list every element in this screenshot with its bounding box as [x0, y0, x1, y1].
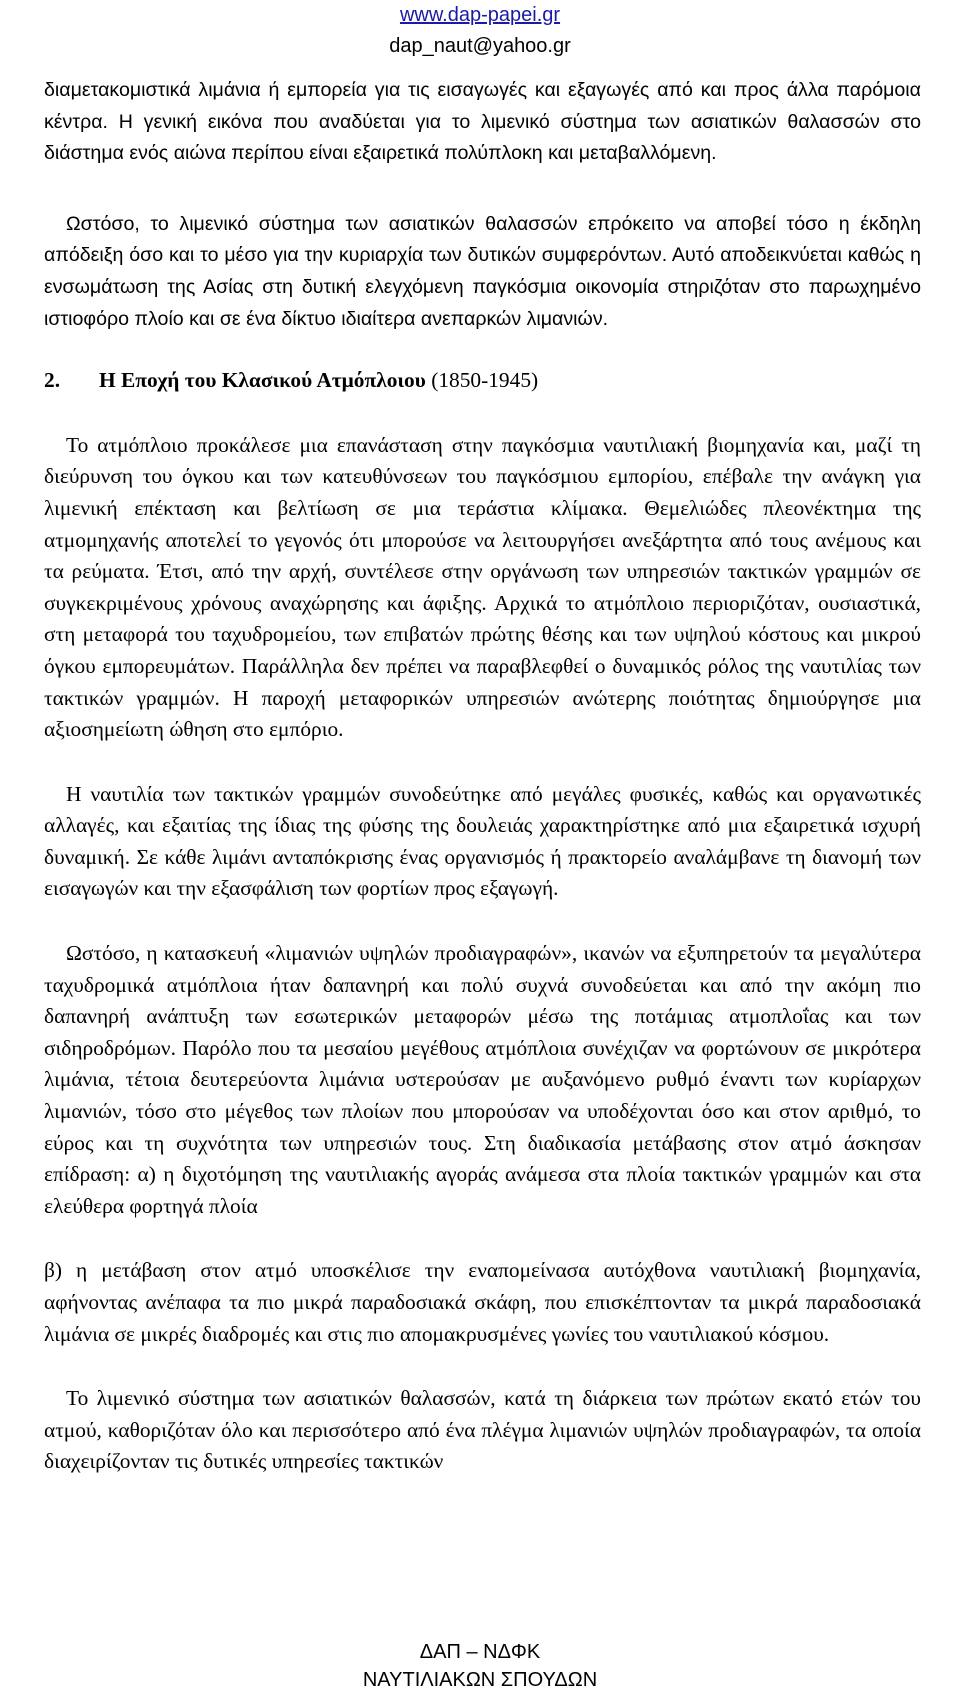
paragraph-5: Ωστόσο, η κατασκευή «λιμανιών υψηλών προδιαγραφών», ικανών να εξυπηρετούν τα μεγαλύτερα ταχυδρομικά ατμόπλοια ήταν δαπανηρή και πολύ συχνά συνοδεύεται και από την ακόμη πιο δαπανηρή ανάπτυξη των εσωτερικών μεταφορών μέσω της ποτάμιας ατμοπλοΐας και των σιδηροδρόμων. Παρόλο που τα μεσαίου μεγέθους ατμόπλοια συνέχιζαν να φορτώνουν σε μικρότερα λιμάνια, τέτοια δευτερεύοντα λιμάνια υστερούσαν με αυξανόμενο ρυθμό έναντι των κυρίαρχων λιμανιών, τόσο στο μέγεθος των πλοίων που μπορούσαν να υποδέχονται όσο και στον αριθμό, το εύρος και τη συχνότητα των υπηρεσιών τους. Στη διαδικασία μετάβασης στον ατμό άσκησαν επίδραση: α) η διχοτόμηση της ναυτιλιακής αγοράς ανάμεσα στα πλοία τακτικών γραμμών και στα ελεύθερα φορτηγά πλοία: [44, 941, 921, 1218]
paragraph-2: Ωστόσο, το λιμενικό σύστημα των ασιατικών θαλασσών επρόκειτο να αποβεί τόσο η έκδηλη απόδειξη όσο και το μέσο για την κυριαρχία των δυτικών συμφερόντων. Αυτό αποδεικνύεται καθώς η ενσωμάτωση της Ασίας στη δυτική ελεγχόμενη παγκόσμια οικονομία στηριζόταν στο παρωχημένο ιστιοφόρο πλοίο και σε ένα δίκτυο ιδιαίτερα ανεπαρκών λιμανιών.: [44, 212, 921, 330]
footer-line-1: ΔΑΠ – ΝΔΦΚ: [419, 1641, 541, 1663]
footer-line-2: ΝΑΥΤΙΛΙΑΚΩΝ ΣΠΟΥΔΩΝ: [362, 1669, 598, 1691]
paragraph-6: β) η μετάβαση στον ατμό υποσκέλισε την εναπομείνασα αυτόχθονα ναυτιλιακή βιομηχανία, αφήνοντας ανέπαφα τα πιο μικρά παραδοσιακά σκάφη, που επισκέπτονταν τα μικρά παραδοσιακά λιμάνια σε μικρές διαδρομές και στις πιο απομακρυσμένες γωνίες του ναυτιλιακού κόσμου.: [44, 1258, 921, 1346]
document-body: [44, 75, 921, 1478]
page-header: [0, 0, 960, 62]
paragraph-3: Το ατμόπλοιο προκάλεσε μια επανάσταση στην παγκόσμια ναυτιλιακή βιομηχανία και, μαζί τη διεύρυνση του όγκου και των κατευθύνσεων του παγκόσμιου εμπορίου, επέβαλε την ανάγκη για λιμενική επέκταση και βελτίωση σε μια τεράστια κλίμακα. Θεμελιώδες πλεονέκτημα της ατμομηχανής αποτελεί το γεγονός ότι μπορούσε να λειτουργήσει ανεξάρτητα από τους ανέμους και τα ρεύματα. Έτσι, από την αρχή, συντέλεσε στην οργάνωση των υπηρεσιών τακτικών γραμμών σε συγκεκριμένους χρόνους αναχώρησης και άφιξης. Αρχικά το ατμόπλοιο περιοριζόταν, ουσιαστικά, στη μεταφορά του ταχυδρομείου, των επιβατών πρώτης θέσης και των υψηλού κόστους και μικρού όγκου εμπορευμάτων. Παράλληλα δεν πρέπει να παραβλεφθεί ο δυναμικός ρόλος της ναυτιλίας των τακτικών γραμμών. Η παροχή μεταφορικών υπηρεσιών ανώτερης ποιότητας δημιούργησε μια αξιοσημείωτη ώθηση στο εμπόριο.: [44, 432, 921, 742]
paragraph-1: διαμετακομιστικά λιμάνια ή εμπορεία για τις εισαγωγές και εξαγωγές από και προς άλλα παρόμοια κέντρα. Η γενική εικόνα που αναδύεται για το λιμενικό σύστημα των ασιατικών θαλασσών στο διάστημα ενός αιώνα περίπου είναι εξαιρετικά πολύπλοκη και μεταβαλλόμενη.: [44, 79, 921, 165]
website-link[interactable]: www.dap-papei.gr: [399, 4, 561, 26]
paragraph-7: Το λιμενικό σύστημα των ασιατικών θαλασσών, κατά τη διάρκεια των πρώτων εκατό ετών του ατμού, καθοριζόταν όλο και περισσότερο από ένα πλέγμα λιμανιών υψηλών προδιαγραφών, τα οποία διαχειρίζονταν τις δυτικές υπηρεσίες τακτικών: [44, 1386, 921, 1474]
section-title: Η Εποχή του Κλασικού Ατμόπλοιου: [99, 368, 426, 393]
contact-email: dap_naut@yahoo.gr: [389, 35, 571, 57]
section-heading: [44, 365, 921, 397]
section-number: 2.: [44, 368, 61, 393]
page-footer: [0, 1638, 960, 1694]
paragraph-4: Η ναυτιλία των τακτικών γραμμών συνοδεύτηκε από μεγάλες φυσικές, καθώς και οργανωτικές αλλαγές, και εξαιτίας της ίδιας της φύσης της δουλειάς χαρακτηρίστηκε από μια εξαιρετικά ισχυρή δυναμική. Σε κάθε λιμάνι ανταπόκρισης ένας οργανισμός ή πρακτορείο αναλάμβανε τη διανομή των εισαγωγών και την εξασφάλιση των φορτίων προς εξαγωγή.: [44, 781, 921, 901]
section-years: (1850-1945): [431, 368, 539, 393]
